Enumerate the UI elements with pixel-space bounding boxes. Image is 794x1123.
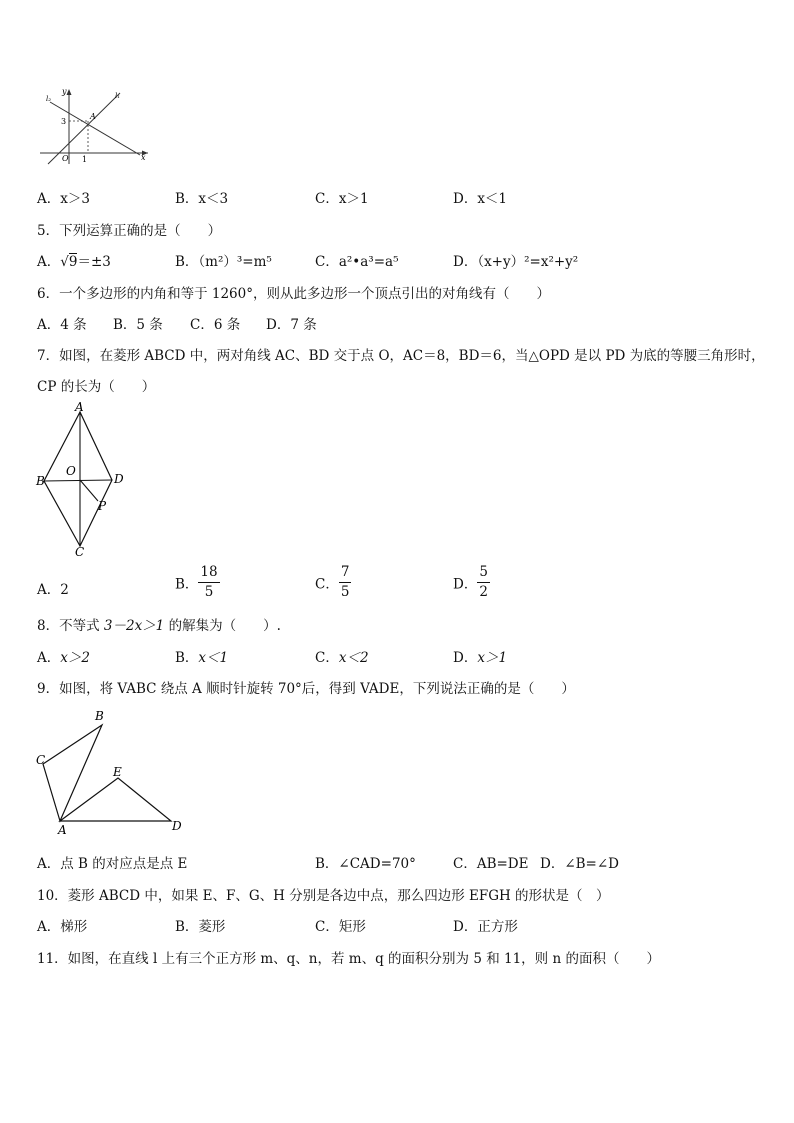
q7-vertex-d: D <box>114 472 124 486</box>
q10-option-b: B．菱形 <box>175 919 226 935</box>
q10-option-d: D．正方形 <box>453 919 518 935</box>
q8-expression: 3－2x＞1 <box>103 618 165 634</box>
q4-point-a-label: A <box>90 112 96 121</box>
fraction-numerator: 18 <box>198 566 219 583</box>
q10-stem: 10．菱形 ABCD 中，如果 E、F、G、H 分别是各边中点，那么四边形 EFGH 的形状是（ ） <box>37 888 610 904</box>
fraction-denominator: 5 <box>340 583 350 600</box>
q8-option-b-prefix: B． <box>175 650 199 666</box>
q4-line2-label: l₂ <box>46 95 52 103</box>
q9-vertex-b: B <box>95 709 104 723</box>
fraction-numerator: 5 <box>477 566 490 583</box>
q11-stem: 11．如图，在直线 l 上有三个正方形 m、q、n，若 m、q 的面积分别为 5 和 11，则 n 的面积（ ） <box>37 951 660 967</box>
q4-graph <box>36 86 156 166</box>
q4-x-axis-label: x <box>141 153 146 162</box>
q4-y-axis-label: y <box>62 87 67 96</box>
q7-option-d-prefix: D． <box>453 576 478 593</box>
q8-option-c-prefix: C． <box>315 650 339 666</box>
q5-option-c: C．a²•a³=a⁵ <box>315 254 399 270</box>
q5-option-a-prefix: A． <box>37 254 61 270</box>
q4-origin-label: O <box>62 154 69 163</box>
q7-option-c-prefix: C． <box>315 576 339 593</box>
q9-stem: 9．如图，将 VABC 绕点 A 顺时针旋转 70°后，得到 VADE，下列说法正确的是（ ） <box>37 681 575 697</box>
q7-vertex-c: C <box>75 545 85 558</box>
q8-option-c <box>315 646 369 666</box>
q8-option-c-math: x＜2 <box>338 650 369 666</box>
fraction-numerator: 7 <box>339 566 352 583</box>
radical-sign-icon: √ <box>60 254 69 270</box>
q4-line1-label: l₁ <box>115 92 121 100</box>
q4-option-a: A．x＞3 <box>37 191 90 207</box>
q9-option-a: A．点 B 的对应点是点 E <box>37 856 188 872</box>
q7-center-o: O <box>66 464 76 478</box>
q5-stem: 5．下列运算正确的是（ ） <box>37 223 222 239</box>
q4-x-tick-label: 1 <box>82 155 88 164</box>
q7-option-c-fraction <box>339 566 352 599</box>
q7-rhombus-figure <box>34 400 130 558</box>
q5-option-d: D．（x+y）²=x²+y² <box>453 254 579 270</box>
q9-option-b: B．∠CAD=70° <box>315 856 416 872</box>
q4-option-d: D．x＜1 <box>453 191 508 207</box>
q8-option-a-math: x＞2 <box>60 650 90 666</box>
q10-option-a: A．梯形 <box>37 919 88 935</box>
q7-vertex-a: A <box>75 400 84 414</box>
q8-option-d <box>453 646 507 666</box>
q5-option-a-radicand: 9 <box>68 254 78 270</box>
q9-vertex-d: D <box>172 819 182 833</box>
q9-vertex-a: A <box>58 823 67 837</box>
q6-option-b: B．5 条 <box>113 317 163 333</box>
q7-stem-line2: CP 的长为（ ） <box>37 379 156 395</box>
q7-vertex-b: B <box>36 474 45 488</box>
q7-option-b-fraction <box>198 566 219 599</box>
q7-option-d-fraction <box>477 566 490 599</box>
fraction-denominator: 2 <box>479 583 488 600</box>
q8-stem-prefix: 8．不等式 <box>37 618 104 634</box>
q7-stem-line1: 7．如图，在菱形 ABCD 中，两对角线 AC、BD 交于点 O，AC＝8，BD＝6，当△OPD 是以 PD 为底的等腰三角形时， <box>37 348 765 364</box>
q9-option-d: D．∠B=∠D <box>540 856 620 872</box>
q6-option-c: C．6 条 <box>190 317 241 333</box>
q8-option-d-prefix: D． <box>453 650 478 666</box>
q8-stem-suffix: 的解集为（ ）. <box>164 618 281 634</box>
q6-option-d: D．7 条 <box>266 317 317 333</box>
q6-stem: 6．一个多边形的内角和等于 1260°，则从此多边形一个顶点引出的对角线有（ ） <box>37 286 550 302</box>
q7-point-p: P <box>98 499 107 513</box>
q5-option-a-rest: ＝±3 <box>77 254 111 270</box>
q7-option-a: A．2 <box>37 582 69 598</box>
q7-option-d <box>453 566 490 599</box>
q9-rotation-figure <box>32 704 190 838</box>
q5-option-b: B．（m²）³=m⁵ <box>175 254 272 270</box>
q4-option-b: B．x＜3 <box>175 191 229 207</box>
q7-option-c <box>315 566 351 599</box>
q8-option-b <box>175 646 228 666</box>
q8-option-a-prefix: A． <box>37 650 61 666</box>
q8-stem <box>37 614 281 634</box>
q10-option-c: C．矩形 <box>315 919 366 935</box>
q4-y-tick-label: 3 <box>61 117 67 126</box>
fraction-denominator: 5 <box>204 583 214 600</box>
q5-option-a <box>37 250 111 270</box>
q8-option-d-math: x＞1 <box>477 650 508 666</box>
q4-option-c: C．x＞1 <box>315 191 369 207</box>
q9-vertex-e: E <box>113 765 122 779</box>
q7-option-b <box>175 566 220 599</box>
q7-option-b-prefix: B． <box>175 576 199 593</box>
q8-option-a <box>37 646 90 666</box>
q8-option-b-math: x＜1 <box>198 650 229 666</box>
q6-option-a: A．4 条 <box>37 317 87 333</box>
q9-vertex-c: C <box>36 753 46 767</box>
q9-option-c: C．AB=DE <box>453 856 529 872</box>
